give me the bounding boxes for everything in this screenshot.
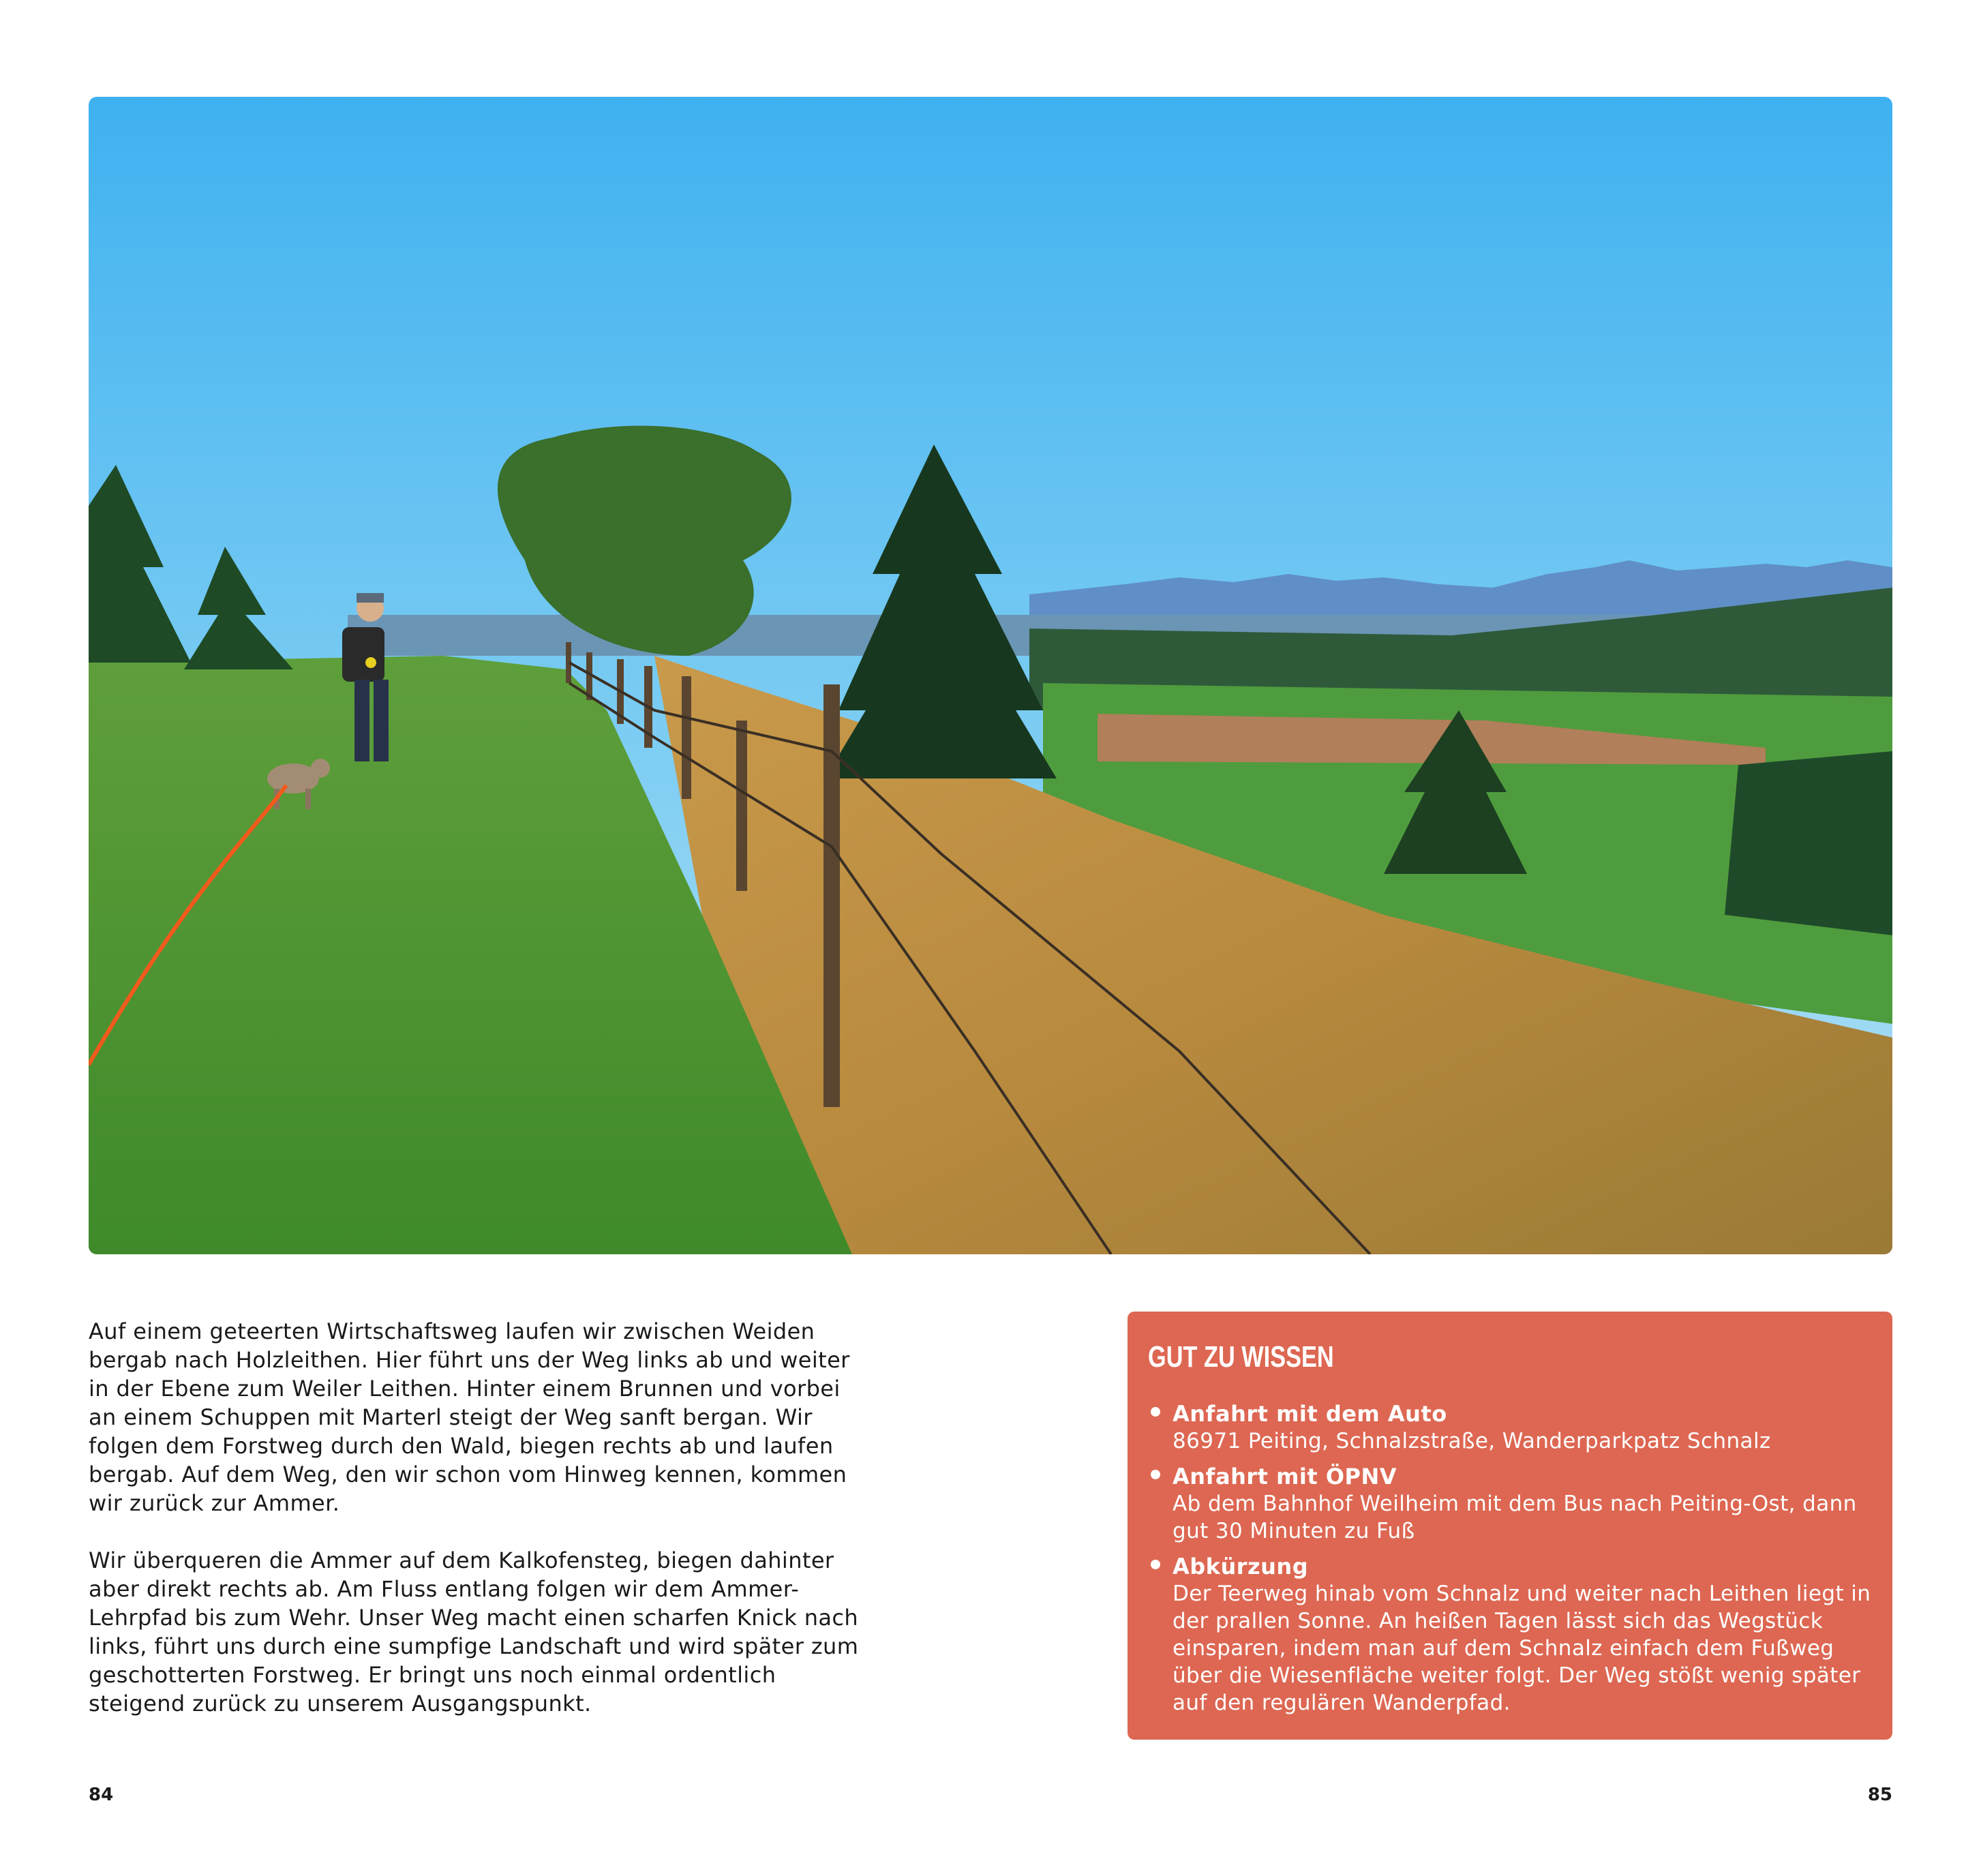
page-number-right: 85 <box>1867 1785 1892 1805</box>
info-item-text: Ab dem Bahnhof Weilheim mit dem Bus nach Peiting-Ost, dann gut 30 Minuten zu Fuß <box>1173 1492 1857 1543</box>
info-item <box>1148 1553 1872 1716</box>
info-item-text: Der Teerweg hinab vom Schnalz und weiter nach Leithen liegt in der prallen Sonne. An heißen Tagen lässt sich das Wegstück einsparen, indem man auf dem Schnalz einfach dem Fußweg über die Wiesenfläche weiter folgt. Der Weg stößt wenig später auf den regulären Wanderpfad. <box>1173 1582 1871 1715</box>
info-item-text: 86971 Peiting, Schnalzstraße, Wanderparkpatz Schnalz <box>1173 1429 1771 1453</box>
info-box <box>1128 1312 1892 1740</box>
bullet-icon <box>1151 1560 1160 1569</box>
landscape-illustration <box>89 97 1892 1254</box>
body-text <box>89 1317 866 1746</box>
landscape-photo <box>89 97 1892 1254</box>
info-item <box>1148 1400 1872 1455</box>
info-item-title: Anfahrt mit dem Auto <box>1173 1401 1447 1427</box>
bullet-icon <box>1151 1407 1160 1417</box>
info-item-title: Abkürzung <box>1173 1554 1309 1579</box>
paragraph: Wir überqueren die Ammer auf dem Kalkofensteg, biegen dahinter aber direkt rechts ab. Am Fluss entlang folgen wir dem Ammer-Lehrpfad bis zum Wehr. Unser Weg macht einen scharfen Knick nach links, führt uns durch eine sumpfige Landschaft und wird später zum geschotterten Forstweg. Er bringt uns noch einmal ordentlich steigend zurück zu unserem Ausgangspunkt. <box>89 1547 859 1716</box>
info-box-heading: GUT ZU WISSEN <box>1148 1340 1334 1374</box>
info-item-title: Anfahrt mit ÖPNV <box>1173 1464 1397 1489</box>
bullet-icon <box>1151 1470 1160 1479</box>
paragraph: Auf einem geteerten Wirtschaftsweg laufen wir zwischen Weiden bergab nach Holzleithen. Hier führt uns der Weg links ab und weiter in der Ebene zum Weiler Leithen. Hinter einem Brunnen und vorbei an einem Schuppen mit Marterl steigt der Weg sanft bergan. Wir folgen dem Forstweg durch den Wald, biegen rechts ab und laufen bergab. Auf dem Weg, den wir schon vom Hinweg kennen, kommen wir zurück zur Ammer. <box>89 1318 850 1516</box>
page-number-left: 84 <box>89 1785 114 1805</box>
info-item <box>1148 1463 1872 1545</box>
